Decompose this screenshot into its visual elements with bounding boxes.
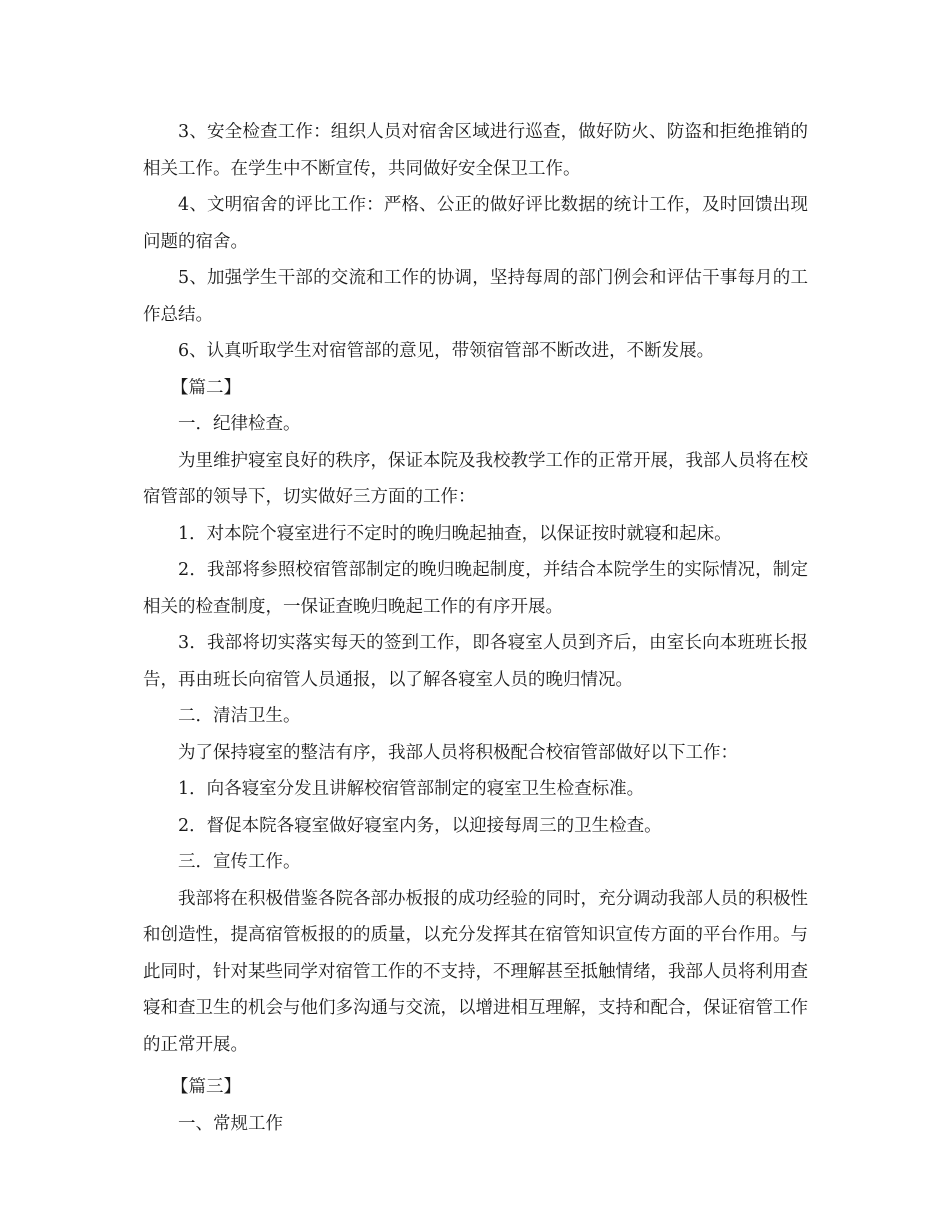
paragraph-discipline-item-2: 2．我部将参照校宿管部制定的晚归晚起制度，并结合本院学生的实际情况，制定相关的检查制度，一保证查晚归晚起工作的有序开展。 [143,560,808,617]
paragraph-publicity-body: 我部将在积极借鉴各院各部办板报的成功经验的同时，充分调动我部人员的积极性和创造性，提高宿管板报的的质量，以充分发挥其在宿管知识宣传方面的平台作用。与此同时，针对某些同学对宿管工作的不支持，不理解甚至抵触情绪，我部人员将利用查寝和查卫生的机会与他们多沟通与交流，以增进相互理解，支持和配合，保证宿管工作的正常开展。 [143,888,808,1055]
paragraph-discipline-item-1: 1．对本院个寝室进行不定时的晚归晚起抽查，以保证按时就寝和起床。 [178,523,732,544]
paragraph-discipline-item-3: 3．我部将切实落实每天的签到工作，即各寝室人员到齐后，由室长向本班班长报告，再由班长向宿管人员通报，以了解各寝室人员的晚归情况。 [143,633,808,690]
paragraph-cleaning-item-1: 1．向各寝室分发且讲解校宿管部制定的寝室卫生检查标准。 [178,779,645,799]
section-heading-part-three: 【篇三】 [171,1077,241,1097]
paragraph-listen-opinions: 6、认真听取学生对宿管部的意见，带领宿管部不断改进，不断发展。 [178,341,715,361]
subheading-routine-work: 一、常规工作 [178,1113,283,1134]
paragraph-cleaning-intro: 为了保持寝室的整洁有序，我部人员将积极配合校宿管部做好以下工作： [178,742,738,763]
subheading-cleaning: 二．清洁卫生。 [178,706,301,726]
subheading-publicity: 三．宣传工作。 [178,852,301,872]
subheading-discipline-check: 一．纪律检查。 [178,414,301,434]
document-body [143,114,808,1142]
paragraph-discipline-intro: 为里维护寝室良好的秩序，保证本院及我校教学工作的正常开展，我部人员将在校宿管部的领导下，切实做好三方面的工作： [143,450,808,507]
section-heading-part-two: 【篇二】 [171,377,241,398]
paragraph-cadre-exchange: 5、加强学生干部的交流和工作的协调，坚持每周的部门例会和评估干事每月的工作总结。 [143,268,808,325]
paragraph-civilized-dorm: 4、文明宿舍的评比工作：严格、公正的做好评比数据的统计工作，及时回馈出现问题的宿舍。 [143,195,808,252]
paragraph-safety-check: 3、安全检查工作：组织人员对宿舍区域进行巡查，做好防火、防盗和拒绝推销的相关工作。在学生中不断宣传，共同做好安全保卫工作。 [143,122,808,179]
paragraph-cleaning-item-2: 2．督促本院各寝室做好寝室内务，以迎接每周三的卫生检查。 [178,815,662,836]
